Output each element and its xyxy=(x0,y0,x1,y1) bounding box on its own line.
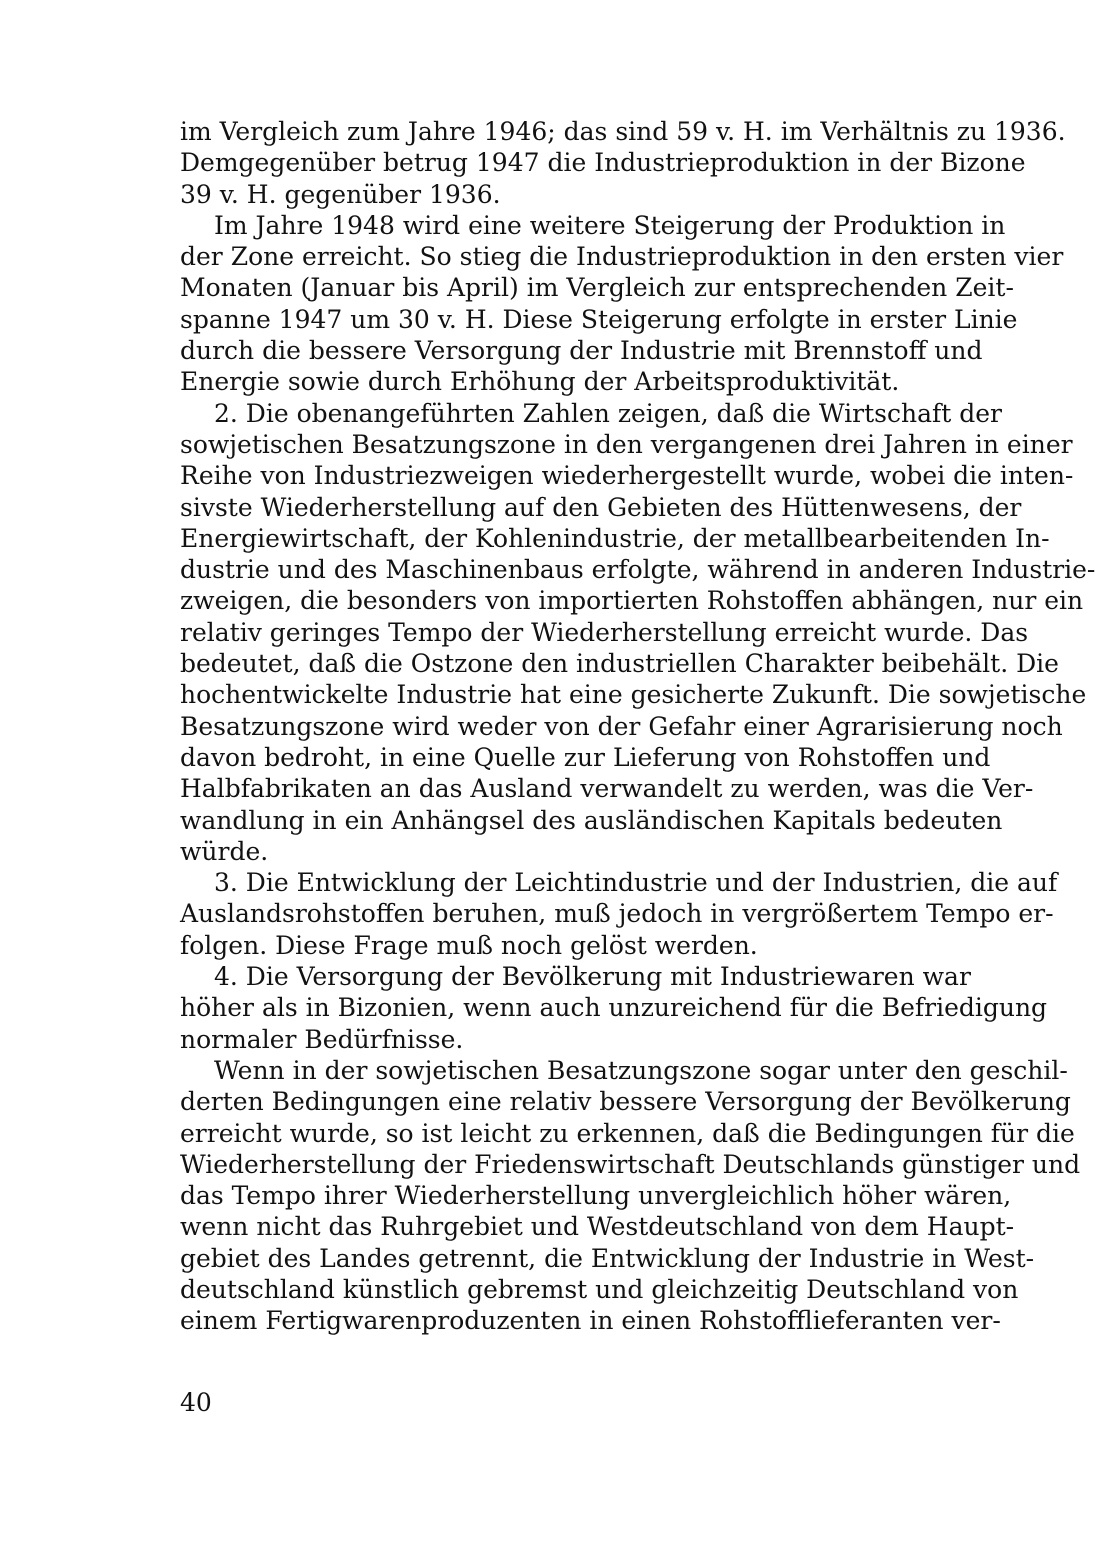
text-line: 2. Die obenangeführten Zahlen zeigen, daß die Wirtschaft der xyxy=(214,398,1002,428)
text-line: relativ geringes Tempo der Wiederherstellung erreicht wurde. Das xyxy=(180,617,1029,647)
page-number: 40 xyxy=(180,1388,212,1417)
text-line: Besatzungszone wird weder von der Gefahr einer Agrarisierung noch xyxy=(180,711,1063,741)
text-line: gebiet des Landes getrennt, die Entwicklung der Industrie in West- xyxy=(180,1243,1035,1273)
text-line: sivste Wiederherstellung auf den Gebieten des Hüttenwesens, der xyxy=(180,492,1022,522)
text-line: hochentwickelte Industrie hat eine gesicherte Zukunft. Die sowjetische xyxy=(180,680,1087,710)
text-line: 4. Die Versorgung der Bevölkerung mit Industriewaren war xyxy=(214,962,971,992)
text-line: Reihe von Industriezweigen wiederhergestellt wurde, wobei die inten- xyxy=(180,461,1074,491)
text-line: zweigen, die besonders von importierten Rohstoffen abhängen, nur ein xyxy=(180,586,1084,616)
text-line: deutschland künstlich gebremst und gleichzeitig Deutschland von xyxy=(180,1274,1019,1304)
text-line: höher als in Bizonien, wenn auch unzureichend für die Befriedigung xyxy=(180,993,1048,1023)
text-line: dustrie und des Maschinenbaus erfolgte, während in anderen Industrie- xyxy=(180,555,1095,585)
text-line: erreicht wurde, so ist leicht zu erkennen, daß die Bedingungen für die xyxy=(180,1118,1075,1148)
text-line: Monaten (Januar bis April) im Vergleich zur entsprechenden Zeit- xyxy=(180,273,1014,303)
text-line: Energiewirtschaft, der Kohlenindustrie, der metallbearbeitenden In- xyxy=(180,523,1050,553)
text-line: derten Bedingungen eine relativ bessere Versorgung der Bevölkerung xyxy=(180,1087,1071,1117)
text-line: wenn nicht das Ruhrgebiet und Westdeutschland von dem Haupt- xyxy=(180,1212,1015,1242)
text-line: sowjetischen Besatzungszone in den vergangenen drei Jahren in einer xyxy=(180,429,1073,459)
text-line: wandlung in ein Anhängsel des ausländischen Kapitals bedeuten xyxy=(180,805,1003,835)
text-line: davon bedroht, in eine Quelle zur Lieferung von Rohstoffen und xyxy=(180,742,991,772)
text-line: bedeutet, daß die Ostzone den industriellen Charakter beibehält. Die xyxy=(180,649,1059,679)
text-line: Wiederherstellung der Friedenswirtschaft Deutschlands günstiger und xyxy=(180,1149,1081,1179)
text-line: Wenn in der sowjetischen Besatzungszone sogar unter den geschil- xyxy=(214,1055,1068,1085)
text-line: würde. xyxy=(180,836,269,866)
text-line: Im Jahre 1948 wird eine weitere Steigerung der Produktion in xyxy=(214,210,1006,240)
text-line: normaler Bedürfnisse. xyxy=(180,1024,464,1054)
text-line: Auslandsrohstoffen beruhen, muß jedoch in vergrößertem Tempo er- xyxy=(180,899,1054,929)
text-line: spanne 1947 um 30 v. H. Diese Steigerung erfolgte in erster Linie xyxy=(180,304,1018,334)
text-line: der Zone erreicht. So stieg die Industrieproduktion in den ersten vier xyxy=(180,242,1064,272)
body-text xyxy=(180,116,1095,1337)
text-line: Energie sowie durch Erhöhung der Arbeitsproduktivität. xyxy=(180,367,900,397)
text-line: durch die bessere Versorgung der Industrie mit Brennstoff und xyxy=(180,336,983,366)
text-line: einem Fertigwarenproduzenten in einen Rohstofflieferanten ver- xyxy=(180,1306,1001,1336)
text-line: folgen. Diese Frage muß noch gelöst werden. xyxy=(180,930,758,960)
text-line: 39 v. H. gegenüber 1936. xyxy=(180,179,501,209)
text-line: Demgegenüber betrug 1947 die Industrieproduktion in der Bizone xyxy=(180,148,1026,178)
text-line: im Vergleich zum Jahre 1946; das sind 59 v. H. im Verhältnis zu 1936. xyxy=(180,117,1066,146)
text-line: 3. Die Entwicklung der Leichtindustrie und der Industrien, die auf xyxy=(214,868,1058,898)
text-line: Halbfabrikaten an das Ausland verwandelt zu werden, was die Ver- xyxy=(180,774,1034,804)
text-line: das Tempo ihrer Wiederherstellung unvergleichlich höher wären, xyxy=(180,1181,1012,1211)
